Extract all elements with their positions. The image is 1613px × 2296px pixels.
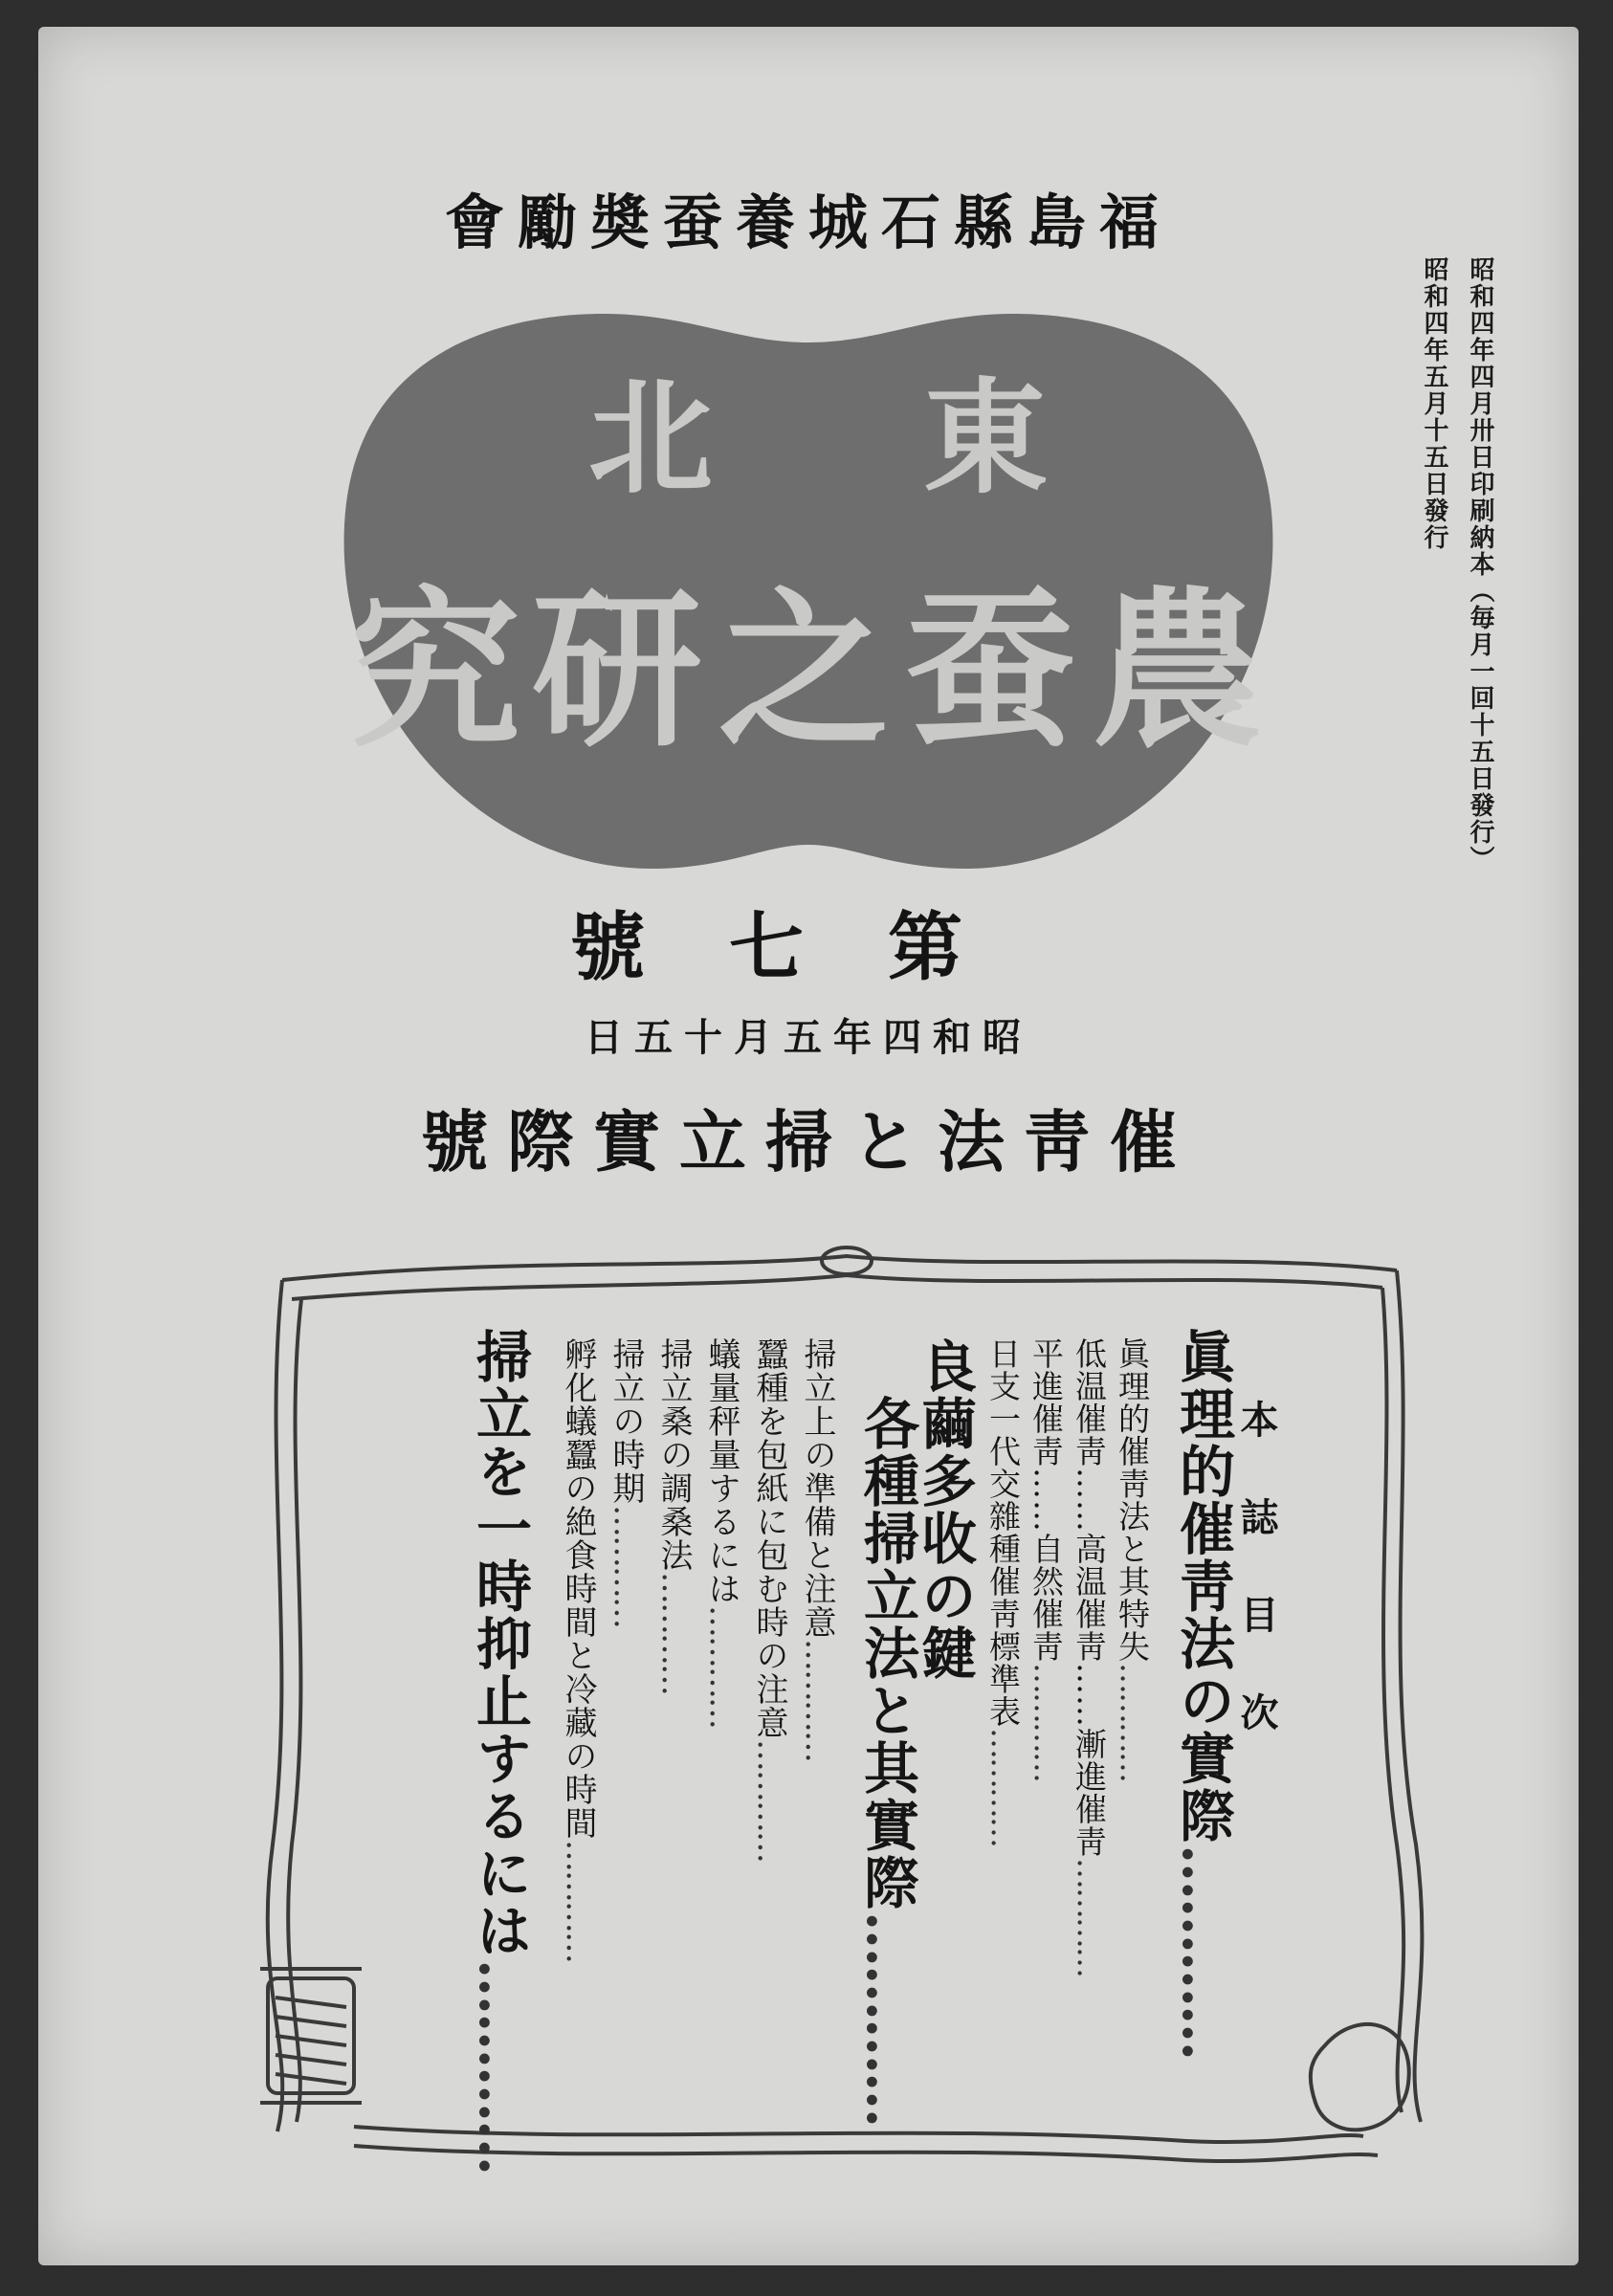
toc-item[interactable]: 掃立桑の調桑法………… <box>654 1337 693 1694</box>
title-char-ken: 研 <box>532 576 702 766</box>
issue-theme: 號際實立掃と法靑催 <box>421 1102 1196 1181</box>
title-char-kyu: 究 <box>350 576 520 766</box>
toc-item[interactable]: 眞理的催靑法と其特失………… <box>1114 1337 1151 1781</box>
toc-heading: 本誌目次 <box>1234 1400 1279 1790</box>
toc-item[interactable]: 孵化蟻蠶の絶食時間と冷藏の時間………… <box>559 1337 597 1962</box>
toc-item[interactable]: 日支一代交雜種催靑標準表………… <box>984 1337 1022 1846</box>
toc-item[interactable]: 良繭多收の鍵 <box>912 1337 977 1682</box>
toc-item[interactable]: 蟻量秤量するには………… <box>702 1337 740 1728</box>
toc-item[interactable]: 平進催靑……自然催靑………… <box>1027 1337 1065 1781</box>
title-char-no-farming: 農 <box>1092 576 1262 766</box>
toc-item[interactable]: 掃立を一時抑止するには………… <box>467 1328 532 2174</box>
toc-item[interactable]: 眞理的催靑法の實際………… <box>1170 1328 1235 2059</box>
toc-item[interactable]: 掃立上の準備と注意………… <box>798 1337 836 1761</box>
issue-number: 號七第 <box>569 904 1047 991</box>
title-char-higashi: 東 <box>922 368 1049 508</box>
toc-item[interactable]: 蠶種を包紙に包む時の注意………… <box>750 1337 788 1862</box>
magazine-cover <box>38 27 1579 2265</box>
publisher-name: 會勵奬蚕養城石縣島福 <box>444 188 1172 257</box>
toc-item[interactable]: 低温催靑……高温催靑……漸進催靑………… <box>1071 1337 1108 1976</box>
spool-ornament <box>260 1969 362 2103</box>
title-char-no: 之 <box>718 576 889 766</box>
imprint-line-issue: 昭和四年五月十五日發行 <box>1420 256 1448 551</box>
title-char-san: 蚕 <box>905 576 1075 766</box>
toc-item[interactable]: 各種掃立法と其實際………… <box>854 1395 919 2126</box>
title-char-kita: 北 <box>587 368 714 508</box>
issue-date: 日五十月五年四和昭 <box>585 1015 1032 1060</box>
toc-item[interactable]: 掃立の時期………… <box>607 1337 645 1627</box>
toc-ornamental-frame <box>38 27 1579 2265</box>
imprint-line-print: 昭和四年四月卅日印刷納本（毎月一回十五日發行） <box>1466 256 1494 872</box>
